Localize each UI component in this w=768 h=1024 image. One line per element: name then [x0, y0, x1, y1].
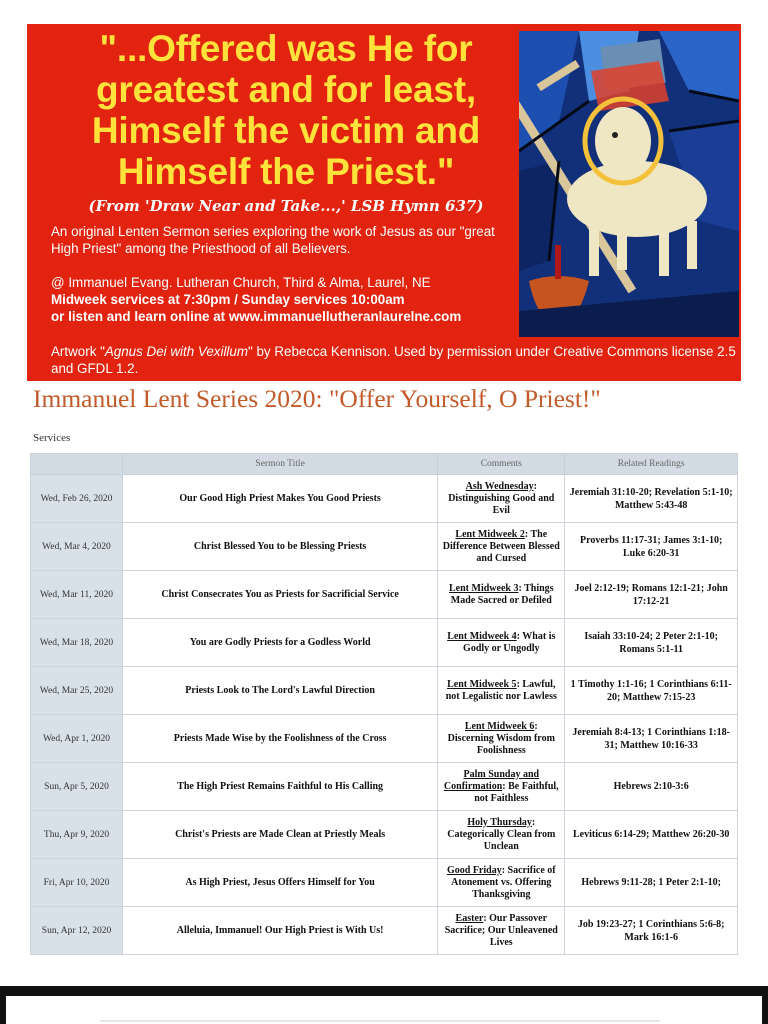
table-header-row [31, 454, 738, 475]
table-row [31, 523, 738, 571]
service-date: Wed, Mar 4, 2020 [31, 523, 123, 571]
service-date: Wed, Mar 11, 2020 [31, 571, 123, 619]
sermon-title: As High Priest, Jesus Offers Himself for You [122, 859, 437, 907]
services-label: Services [33, 432, 71, 444]
hymn-reference: (From 'Draw Near and Take...,' LSB Hymn 637) [88, 197, 484, 215]
service-date: Wed, Mar 25, 2020 [31, 667, 123, 715]
next-page-divider [100, 1020, 660, 1022]
sermon-title: Christ's Priests are Made Clean at Priestly Meals [122, 811, 437, 859]
table-row [31, 763, 738, 811]
series-description: An original Lenten Sermon series exploring the work of Jesus as our "great High Priest" among the Priesthood of all Believers. [51, 224, 495, 256]
column-header-date [31, 454, 123, 475]
column-header-readings: Related Readings [565, 454, 738, 475]
table-row [31, 907, 738, 955]
table-row [31, 475, 738, 523]
sermon-title: You are Godly Priests for a Godless World [122, 619, 437, 667]
artwork-credit: Artwork "Agnus Dei with Vexillum" by Rebecca Kennison. Used by permission under Creative Commons license 2.5 and GFDL 1.2. [51, 344, 736, 376]
service-date: Wed, Mar 18, 2020 [31, 619, 123, 667]
artwork-title: Agnus Dei with Vexillum [104, 344, 248, 359]
sermon-title: The High Priest Remains Faithful to His Calling [122, 763, 437, 811]
related-readings: Job 19:23-27; 1 Corinthians 5:6-8; Mark 16:1-6 [565, 907, 738, 955]
table-row [31, 667, 738, 715]
service-date: Thu, Apr 9, 2020 [31, 811, 123, 859]
related-readings: Proverbs 11:17-31; James 3:1-10; Luke 6:20-31 [565, 523, 738, 571]
service-comment: Palm Sunday and Confirmation: Be Faithful, not Faithless [438, 763, 565, 811]
hymn-quote: "...Offered was He for greatest and for least, Himself the victim and Himself the Priest." [91, 28, 481, 192]
website-link[interactable]: www.immanuellutheranlaurelne.com [228, 309, 462, 324]
column-header-comments: Comments [438, 454, 565, 475]
table-row [31, 619, 738, 667]
service-date: Sun, Apr 5, 2020 [31, 763, 123, 811]
service-comment: Lent Midweek 6: Discerning Wisdom from Foolishness [438, 715, 565, 763]
service-comment: Lent Midweek 2: The Difference Between Blessed and Cursed [438, 523, 565, 571]
service-comment: Good Friday: Sacrifice of Atonement vs. Offering Thanksgiving [438, 859, 565, 907]
service-date: Wed, Apr 1, 2020 [31, 715, 123, 763]
sermon-title: Our Good High Priest Makes You Good Priests [122, 475, 437, 523]
church-location: @ Immanuel Evang. Lutheran Church, Third & Alma, Laurel, NE [51, 275, 431, 290]
service-comment: Lent Midweek 3: Things Made Sacred or Defiled [438, 571, 565, 619]
sermon-title: Alleluia, Immanuel! Our High Priest is With Us! [122, 907, 437, 955]
service-date: Sun, Apr 12, 2020 [31, 907, 123, 955]
online-line: or listen and learn online at www.immanuellutheranlaurelne.com [51, 309, 462, 324]
table-row [31, 715, 738, 763]
sermon-title: Priests Made Wise by the Foolishness of the Cross [122, 715, 437, 763]
banner [27, 24, 741, 381]
service-date: Wed, Feb 26, 2020 [31, 475, 123, 523]
related-readings: Isaiah 33:10-24; 2 Peter 2:1-10; Romans 5:1-11 [565, 619, 738, 667]
service-date: Fri, Apr 10, 2020 [31, 859, 123, 907]
series-title: Immanuel Lent Series 2020: "Offer Yourself, O Priest!" [33, 384, 601, 413]
table-row [31, 571, 738, 619]
service-times: Midweek services at 7:30pm / Sunday services 10:00am [51, 292, 405, 307]
service-comment: Holy Thursday: Categorically Clean from Unclean [438, 811, 565, 859]
related-readings: 1 Timothy 1:1-16; 1 Corinthians 6:11-20; Matthew 7:15-23 [565, 667, 738, 715]
services-table [30, 453, 738, 955]
related-readings: Joel 2:12-19; Romans 12:1-21; John 17:12-21 [565, 571, 738, 619]
stained-glass-lamb-icon [519, 31, 739, 337]
related-readings: Jeremiah 8:4-13; 1 Corinthians 1:18-31; Matthew 10:16-33 [565, 715, 738, 763]
related-readings: Jeremiah 31:10-20; Revelation 5:1-10; Matthew 5:43-48 [565, 475, 738, 523]
service-comment: Ash Wednesday: Distinguishing Good and Evil [438, 475, 565, 523]
sermon-title: Priests Look to The Lord's Lawful Direction [122, 667, 437, 715]
column-header-title: Sermon Title [122, 454, 437, 475]
service-comment: Lent Midweek 4: What is Godly or Ungodly [438, 619, 565, 667]
related-readings: Leviticus 6:14-29; Matthew 26:20-30 [565, 811, 738, 859]
service-comment: Lent Midweek 5: Lawful, not Legalistic nor Lawless [438, 667, 565, 715]
related-readings: Hebrews 9:11-28; 1 Peter 2:1-10; [565, 859, 738, 907]
table-row [31, 811, 738, 859]
location-block [51, 274, 531, 325]
sermon-title: Christ Blessed You to be Blessing Priests [122, 523, 437, 571]
service-comment: Easter: Our Passover Sacrifice; Our Unleavened Lives [438, 907, 565, 955]
sermon-title: Christ Consecrates You as Priests for Sacrificial Service [122, 571, 437, 619]
related-readings: Hebrews 2:10-3:6 [565, 763, 738, 811]
table-row [31, 859, 738, 907]
